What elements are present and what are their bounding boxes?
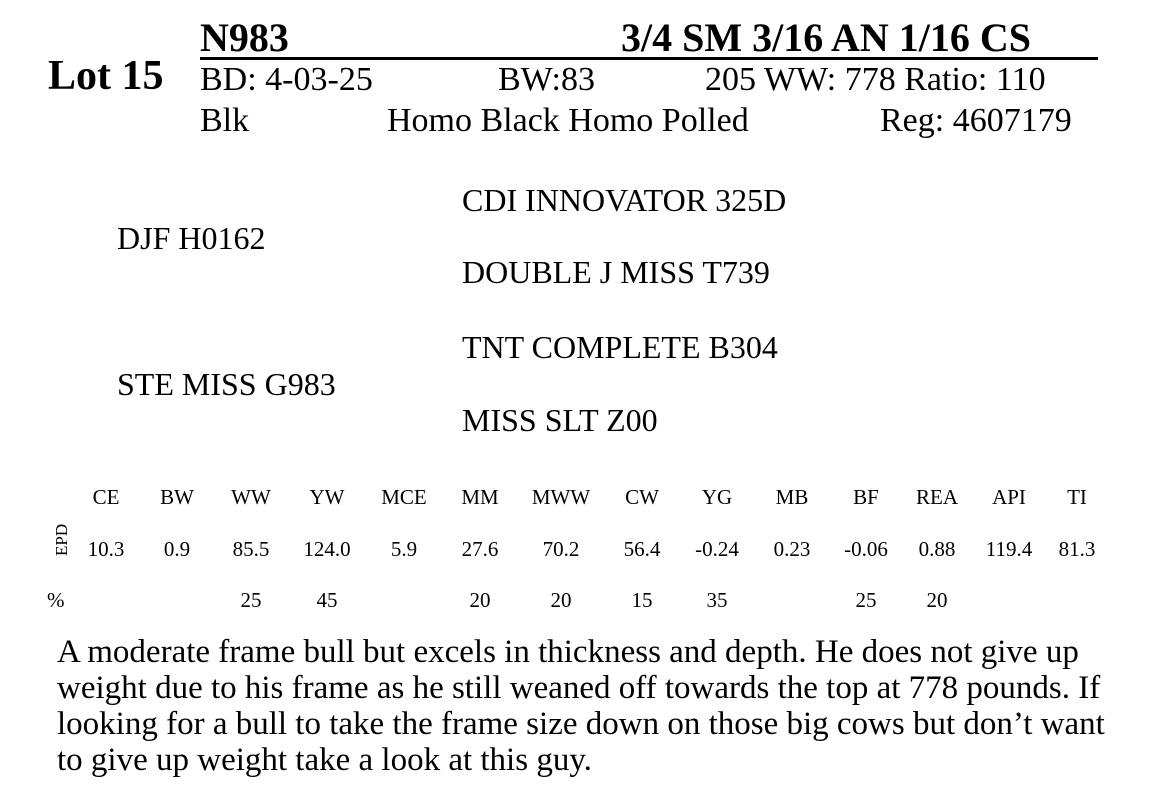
- epd-header-cell: MM: [461, 485, 499, 509]
- epd-value-cell: 70.2: [542, 537, 580, 561]
- epd-header-cell: CE: [92, 485, 120, 509]
- epd-value-cell: 0.88: [918, 537, 956, 561]
- epd-percentile-cell: 20: [926, 588, 948, 612]
- epd-value-cell: -0.06: [844, 537, 888, 561]
- epd-value-cell: 85.5: [232, 537, 270, 561]
- epd-header-cell: MWW: [531, 485, 591, 509]
- epd-header-cell: REA: [916, 485, 958, 509]
- header-rule: [200, 57, 1098, 60]
- epd-value-cell: 119.4: [985, 537, 1033, 561]
- epd-header-cell: API: [992, 485, 1026, 509]
- bull-description: A moderate frame bull but excels in thickness and depth. He does not give up weight due to his frame as he still weaned off towards the top at 778 pounds. If looking for a bull to take the frame size down on those big cows but don’t want to give up weight take a look at this guy.: [57, 634, 1105, 778]
- pedigree-dam: STE MISS G983: [117, 366, 336, 402]
- epd-header-cell: MB: [775, 485, 809, 509]
- epd-value-cell: 0.23: [773, 537, 811, 561]
- epd-header-cell: BW: [160, 485, 194, 509]
- pedigree-sire-sire: CDI INNOVATOR 325D: [462, 182, 787, 218]
- weaning-weight: 205 WW: 778 Ratio: 110: [705, 61, 1046, 98]
- epd-header-cell: TI: [1067, 485, 1087, 509]
- birth-weight: BW:83: [498, 61, 595, 98]
- epd-value-cell: 56.4: [623, 537, 661, 561]
- birth-date: BD: 4-03-25: [200, 61, 373, 98]
- epd-percentile-cell: 35: [706, 588, 728, 612]
- epd-header-cell: YG: [701, 485, 733, 509]
- coat-color: Blk: [200, 102, 250, 139]
- epd-value-cell: 5.9: [390, 537, 418, 561]
- epd-value-cell: 124.0: [303, 537, 351, 561]
- epd-header-cell: WW: [231, 485, 271, 509]
- epd-header-cell: CW: [625, 485, 659, 509]
- registration-number: Reg: 4607179: [880, 102, 1072, 139]
- epd-percentile-cell: 45: [316, 588, 338, 612]
- epd-value-cell: -0.24: [695, 537, 739, 561]
- epd-value-cell: 81.3: [1058, 537, 1096, 561]
- epd-row-label: EPD: [52, 523, 71, 556]
- epd-header-cell: YW: [309, 485, 345, 509]
- epd-percentile-cell: 20: [550, 588, 572, 612]
- epd-percentile-cell: 15: [631, 588, 653, 612]
- epd-value-cell: 0.9: [163, 537, 191, 561]
- pedigree-sire-dam: DOUBLE J MISS T739: [462, 254, 770, 290]
- epd-percentile-cell: 25: [855, 588, 877, 612]
- pedigree-dam-dam: MISS SLT Z00: [462, 402, 658, 438]
- epd-header-cell: BF: [853, 485, 879, 509]
- pedigree-sire: DJF H0162: [117, 220, 266, 256]
- percentile-row-label: %: [47, 588, 65, 612]
- epd-header-cell: MCE: [381, 485, 427, 509]
- breed-composition: 3/4 SM 3/16 AN 1/16 CS: [621, 15, 1032, 60]
- genetic-traits: Homo Black Homo Polled: [387, 102, 749, 139]
- epd-percentile-cell: 25: [240, 588, 262, 612]
- pedigree-dam-sire: TNT COMPLETE B304: [462, 329, 778, 365]
- epd-value-cell: 27.6: [461, 537, 499, 561]
- epd-value-cell: 10.3: [87, 537, 125, 561]
- animal-tag: N983: [200, 15, 289, 60]
- epd-percentile-cell: 20: [469, 588, 491, 612]
- lot-number: Lot 15: [48, 53, 164, 99]
